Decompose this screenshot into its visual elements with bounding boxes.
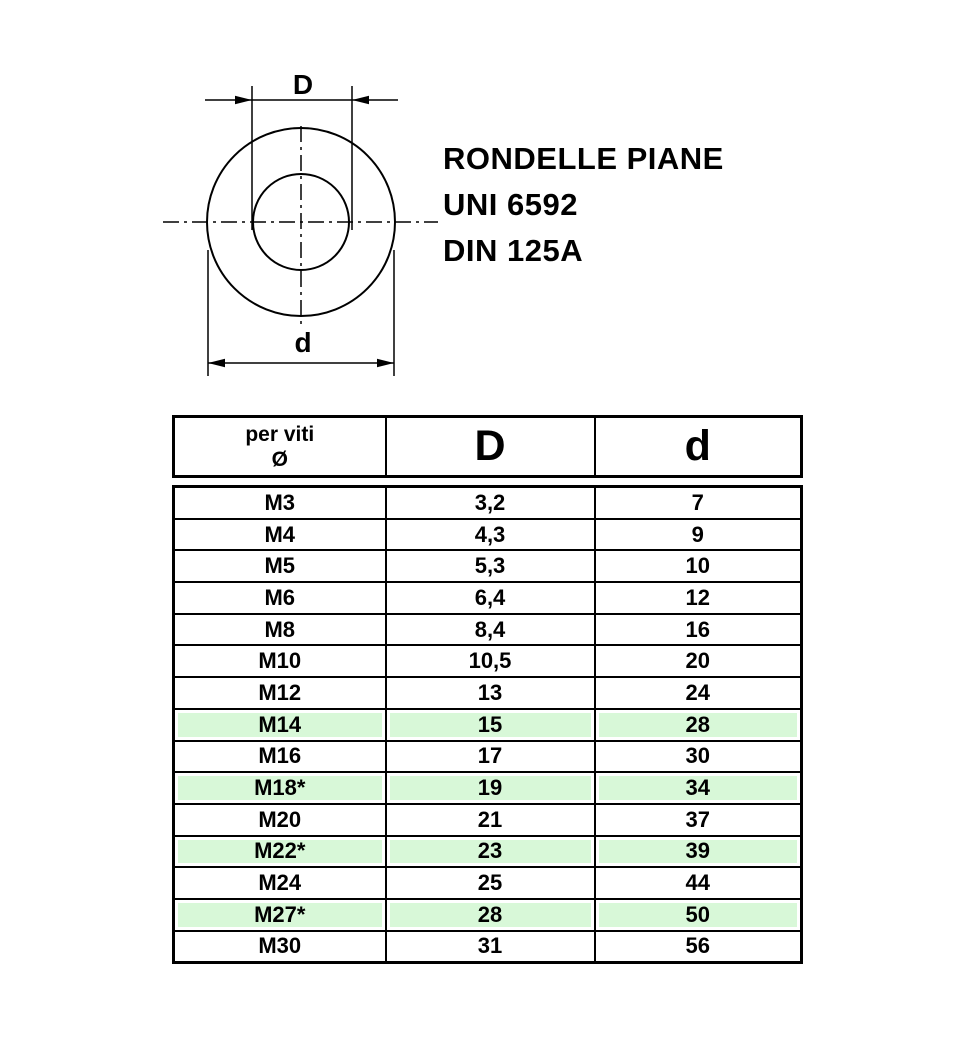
cell-D: 17 (386, 741, 595, 773)
table-row (174, 772, 802, 804)
cell-D: 25 (386, 867, 595, 899)
cell-D: 8,4 (386, 614, 595, 646)
table-body (172, 485, 803, 964)
cell-d: 34 (595, 772, 802, 804)
cell-d: 24 (595, 677, 802, 709)
header-per-viti (174, 417, 386, 477)
table-row (174, 519, 802, 551)
cell-d: 50 (595, 899, 802, 931)
table-row (174, 487, 802, 519)
table-row (174, 677, 802, 709)
cell-D: 5,3 (386, 550, 595, 582)
cell-d: 28 (595, 709, 802, 741)
dimension-label-d: d (294, 327, 312, 358)
cell-screw-size: M6 (174, 582, 386, 614)
table-row (174, 899, 802, 931)
cell-d: 9 (595, 519, 802, 551)
cell-screw-size: M8 (174, 614, 386, 646)
table-row (174, 614, 802, 646)
cell-screw-size: M10 (174, 645, 386, 677)
washer-drawing (150, 60, 450, 390)
cell-D: 21 (386, 804, 595, 836)
table-row (174, 645, 802, 677)
dimension-label-D: D (292, 69, 314, 100)
cell-D: 6,4 (386, 582, 595, 614)
cell-screw-size: M5 (174, 550, 386, 582)
table-header (172, 415, 803, 478)
cell-d: 37 (595, 804, 802, 836)
cell-d: 30 (595, 741, 802, 773)
cell-d: 7 (595, 487, 802, 519)
header-D: D (386, 417, 595, 477)
standard-din: DIN 125A (443, 233, 584, 268)
cell-D: 13 (386, 677, 595, 709)
cell-screw-size: M22* (174, 836, 386, 868)
arrowhead-left-D (235, 96, 252, 104)
table-row (174, 804, 802, 836)
washer-rows (174, 487, 802, 963)
table-row (174, 582, 802, 614)
cell-D: 31 (386, 931, 595, 963)
table-row (174, 836, 802, 868)
arrowhead-right-D (352, 96, 369, 104)
table-row (174, 709, 802, 741)
table-row (174, 931, 802, 963)
cell-screw-size: M14 (174, 709, 386, 741)
cell-d: 10 (595, 550, 802, 582)
title-block (443, 136, 724, 274)
cell-d: 56 (595, 931, 802, 963)
cell-screw-size: M30 (174, 931, 386, 963)
cell-d: 39 (595, 836, 802, 868)
washer-drawing-svg (150, 60, 450, 390)
cell-d: 12 (595, 582, 802, 614)
cell-D: 23 (386, 836, 595, 868)
header-d: d (595, 417, 802, 477)
cell-d: 44 (595, 867, 802, 899)
standard-uni: UNI 6592 (443, 187, 578, 222)
cell-D: 19 (386, 772, 595, 804)
cell-D: 4,3 (386, 519, 595, 551)
table-row (174, 867, 802, 899)
cell-screw-size: M4 (174, 519, 386, 551)
diameter-symbol: Ø (271, 447, 288, 471)
arrowhead-right-d (377, 359, 394, 367)
cell-screw-size: M24 (174, 867, 386, 899)
header-per-viti-line1: per viti (245, 422, 315, 446)
table-row (174, 741, 802, 773)
cell-d: 20 (595, 645, 802, 677)
cell-D: 15 (386, 709, 595, 741)
cell-screw-size: M16 (174, 741, 386, 773)
cell-D: 10,5 (386, 645, 595, 677)
cell-screw-size: M20 (174, 804, 386, 836)
cell-screw-size: M12 (174, 677, 386, 709)
cell-screw-size: M18* (174, 772, 386, 804)
cell-screw-size: M3 (174, 487, 386, 519)
cell-screw-size: M27* (174, 899, 386, 931)
arrowhead-left-d (208, 359, 225, 367)
cell-d: 16 (595, 614, 802, 646)
cell-D: 3,2 (386, 487, 595, 519)
page-title: RONDELLE PIANE (443, 141, 724, 176)
table-row (174, 550, 802, 582)
cell-D: 28 (386, 899, 595, 931)
washer-size-table (172, 415, 800, 964)
